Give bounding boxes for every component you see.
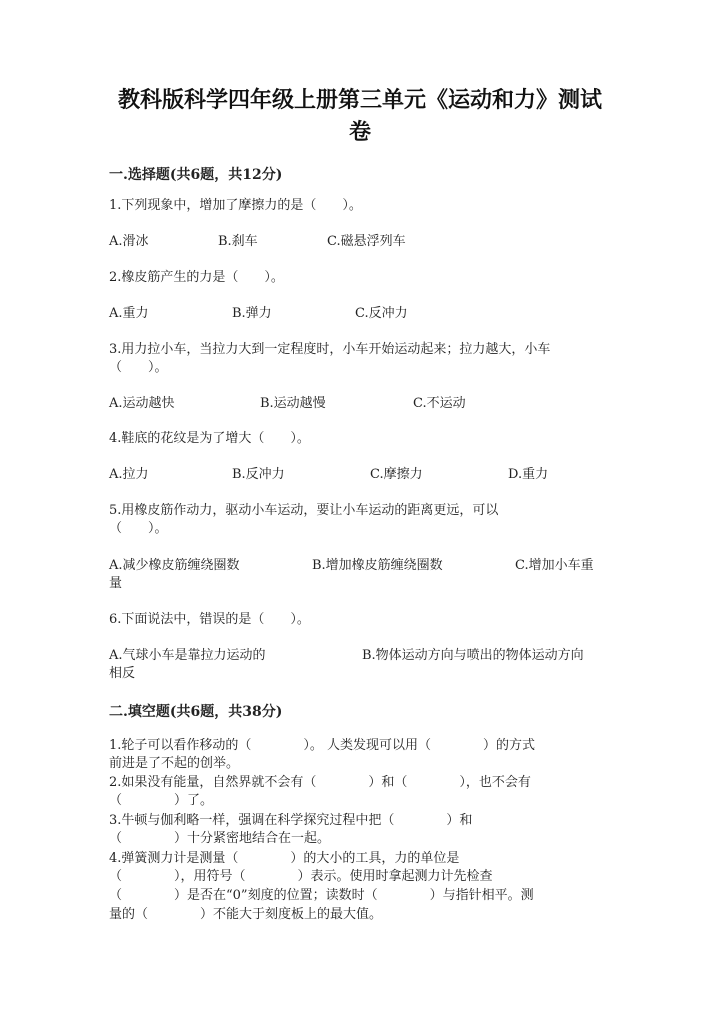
option: C.摩擦力 — [370, 467, 423, 482]
question-stem-line: （ ）。 — [109, 521, 168, 536]
option: A.拉力 — [109, 467, 149, 482]
question-stem: 2.橡皮筋产生的力是（ ）。 — [109, 270, 284, 285]
title-line-2: 卷 — [348, 119, 371, 145]
question-stem: 4.鞋底的花纹是为了增大（ ）。 — [109, 431, 310, 446]
fill-line: 1.轮子可以看作移动的（ ）。 人类发现可以用（ ）的方式 — [109, 738, 536, 753]
option: B.弹力 — [232, 306, 272, 321]
option: A.气球小车是靠拉力运动的 — [109, 648, 266, 663]
fill-line: 量的（ ）不能大于刻度板上的最大值。 — [109, 907, 383, 922]
fill-line: （ ）是否在“0”刻度的位置；读数时（ ）与指针相平。测 — [109, 888, 534, 903]
section-heading-fill: 二.填空题(共6题，共38分) — [109, 704, 283, 720]
question-stem: 1.下列现象中，增加了摩擦力的是（ ）。 — [109, 198, 362, 213]
question-stem: 6.下面说法中，错误的是（ ）。 — [109, 612, 310, 627]
fill-line: 2.如果没有能量，自然界就不会有（ ）和（ ），也不会有 — [109, 775, 531, 790]
option-wrap: 相反 — [109, 666, 136, 681]
fill-line: 前进是了不起的创举。 — [109, 756, 240, 771]
option: B.增加橡皮筋缠绕圈数 — [312, 558, 443, 573]
fill-line: （ ），用符号（ ）表示。使用时拿起测力计先检查 — [109, 869, 493, 884]
fill-line: 4.弹簧测力计是测量（ ）的大小的工具，力的单位是 — [109, 851, 460, 866]
option: D.重力 — [508, 467, 549, 482]
question-stem-line: 3.用力拉小车，当拉力大到一定程度时，小车开始运动起来；拉力越大，小车 — [109, 342, 551, 357]
page-title — [100, 84, 620, 148]
option: B.运动越慢 — [260, 396, 326, 411]
option: B.反冲力 — [232, 467, 285, 482]
option-wrap: 量 — [109, 576, 123, 591]
question-stem-line: 5.用橡皮筋作动力，驱动小车运动，要让小车运动的距离更远，可以 — [109, 503, 499, 518]
option: A.重力 — [109, 306, 149, 321]
option: B.物体运动方向与喷出的物体运动方向 — [362, 648, 584, 663]
option: C.不运动 — [413, 396, 466, 411]
fill-line: 3.牛顿与伽利略一样，强调在科学探究过程中把（ ）和 — [109, 813, 473, 828]
option: A.减少橡皮筋缠绕圈数 — [109, 558, 240, 573]
section-heading-choice: 一.选择题(共6题，共12分) — [109, 167, 283, 183]
option: C.增加小车重 — [515, 558, 594, 573]
option: C.磁悬浮列车 — [327, 234, 406, 249]
fill-line: （ ）十分紧密地结合在一起。 — [109, 831, 331, 846]
fill-line: （ ）了。 — [109, 793, 214, 808]
option: B.刹车 — [218, 234, 258, 249]
option: C.反冲力 — [355, 306, 408, 321]
title-line-1: 教科版科学四年级上册第三单元《运动和力》测试 — [117, 87, 602, 113]
option: A.运动越快 — [109, 396, 175, 411]
option: A.滑冰 — [109, 234, 149, 249]
question-stem-line: （ ）。 — [109, 360, 168, 375]
